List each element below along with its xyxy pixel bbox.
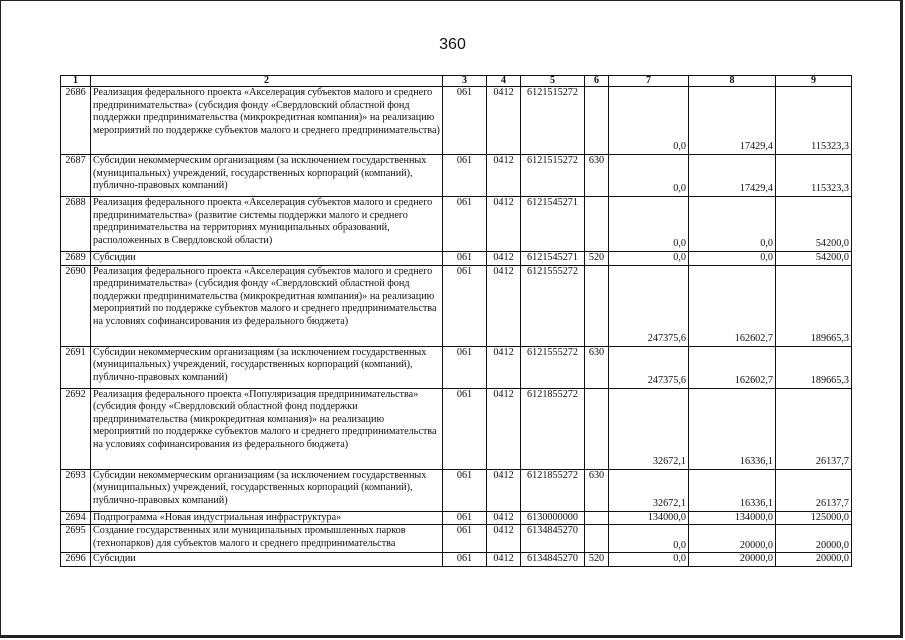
amount-col9: 115323,3 bbox=[776, 155, 852, 197]
amount-col7: 0,0 bbox=[609, 525, 689, 553]
amount-col7: 0,0 bbox=[609, 87, 689, 155]
ministry-code: 061 bbox=[443, 265, 487, 346]
table-row bbox=[61, 346, 852, 388]
target-article-code: 6130000000 bbox=[521, 511, 585, 525]
amount-col8: 17429,4 bbox=[689, 155, 776, 197]
row-number: 2690 bbox=[61, 265, 91, 346]
table-row bbox=[61, 388, 852, 469]
row-description: Субсидии bbox=[91, 553, 443, 567]
row-number: 2689 bbox=[61, 252, 91, 266]
amount-col9: 54200,0 bbox=[776, 197, 852, 252]
section-code: 0412 bbox=[487, 252, 521, 266]
header-cell: 2 bbox=[91, 76, 443, 87]
target-article-code: 6134845270 bbox=[521, 553, 585, 567]
amount-col8: 16336,1 bbox=[689, 469, 776, 511]
row-number: 2694 bbox=[61, 511, 91, 525]
row-description: Реализация федерального проекта «Популяризация предпринимательства» (субсидия фонду «Свердловский областной фонд поддержки предпринимательства (микрокредитная компания)» на реализацию мероприятий по поддержке субъектов малого и среднего предпринимательства на условиях софинансирования из федерального бюджета) bbox=[91, 388, 443, 469]
ministry-code: 061 bbox=[443, 87, 487, 155]
target-article-code: 6121855272 bbox=[521, 388, 585, 469]
header-cell: 9 bbox=[776, 76, 852, 87]
ministry-code: 061 bbox=[443, 197, 487, 252]
row-number: 2693 bbox=[61, 469, 91, 511]
row-number: 2687 bbox=[61, 155, 91, 197]
ministry-code: 061 bbox=[443, 388, 487, 469]
amount-col8: 20000,0 bbox=[689, 553, 776, 567]
amount-col9: 189665,3 bbox=[776, 346, 852, 388]
expense-type-code bbox=[585, 87, 609, 155]
table-row bbox=[61, 511, 852, 525]
row-description: Реализация федерального проекта «Акселерация субъектов малого и среднего предпринимательства» (субсидия фонду «Свердловский областной фонд поддержки предпринимательства (микрокредитная компания)» на реализацию мероприятий по поддержке субъектов малого и среднего предпринимательства на условиях софинансирования из федерального бюджета) bbox=[91, 265, 443, 346]
row-number: 2695 bbox=[61, 525, 91, 553]
table-row bbox=[61, 265, 852, 346]
section-code: 0412 bbox=[487, 265, 521, 346]
header-cell: 3 bbox=[443, 76, 487, 87]
amount-col9: 20000,0 bbox=[776, 525, 852, 553]
header-cell: 7 bbox=[609, 76, 689, 87]
amount-col7: 0,0 bbox=[609, 155, 689, 197]
ministry-code: 061 bbox=[443, 346, 487, 388]
amount-col7: 0,0 bbox=[609, 252, 689, 266]
expense-type-code: 520 bbox=[585, 553, 609, 567]
expense-type-code: 630 bbox=[585, 346, 609, 388]
target-article-code: 6121515272 bbox=[521, 155, 585, 197]
amount-col8: 20000,0 bbox=[689, 525, 776, 553]
table-row bbox=[61, 252, 852, 266]
amount-col8: 16336,1 bbox=[689, 388, 776, 469]
row-number: 2686 bbox=[61, 87, 91, 155]
ministry-code: 061 bbox=[443, 252, 487, 266]
row-description: Реализация федерального проекта «Акселерация субъектов малого и среднего предпринимательства» (субсидия фонду «Свердловский областной фонд поддержки предпринимательства (микрокредитная компания)» на реализацию мероприятий по поддержке субъектов малого и среднего предпринимательства) bbox=[91, 87, 443, 155]
amount-col9: 54200,0 bbox=[776, 252, 852, 266]
section-code: 0412 bbox=[487, 197, 521, 252]
row-description: Субсидии некоммерческим организациям (за исключением государственных (муниципальных) учреждений, государственных корпораций (компаний), публично-правовых компаний) bbox=[91, 469, 443, 511]
expense-type-code bbox=[585, 265, 609, 346]
target-article-code: 6121555272 bbox=[521, 265, 585, 346]
page-number: 360 bbox=[439, 36, 466, 53]
row-description: Создание государственных или муниципальных промышленных парков (технопарков) для субъектов малого и среднего предпринимательства bbox=[91, 525, 443, 553]
target-article-code: 6121515272 bbox=[521, 87, 585, 155]
row-number: 2692 bbox=[61, 388, 91, 469]
amount-col8: 162602,7 bbox=[689, 346, 776, 388]
expense-type-code bbox=[585, 197, 609, 252]
target-article-code: 6121555272 bbox=[521, 346, 585, 388]
section-code: 0412 bbox=[487, 155, 521, 197]
amount-col8: 162602,7 bbox=[689, 265, 776, 346]
section-code: 0412 bbox=[487, 87, 521, 155]
amount-col7: 0,0 bbox=[609, 197, 689, 252]
amount-col7: 247375,6 bbox=[609, 346, 689, 388]
section-code: 0412 bbox=[487, 346, 521, 388]
ministry-code: 061 bbox=[443, 553, 487, 567]
amount-col9: 115323,3 bbox=[776, 87, 852, 155]
row-number: 2696 bbox=[61, 553, 91, 567]
ministry-code: 061 bbox=[443, 511, 487, 525]
ministry-code: 061 bbox=[443, 155, 487, 197]
amount-col9: 26137,7 bbox=[776, 388, 852, 469]
row-number: 2691 bbox=[61, 346, 91, 388]
ministry-code: 061 bbox=[443, 525, 487, 553]
amount-col7: 134000,0 bbox=[609, 511, 689, 525]
table-row bbox=[61, 155, 852, 197]
amount-col7: 0,0 bbox=[609, 553, 689, 567]
expense-type-code bbox=[585, 525, 609, 553]
header-row bbox=[61, 76, 852, 87]
section-code: 0412 bbox=[487, 525, 521, 553]
header-cell: 4 bbox=[487, 76, 521, 87]
target-article-code: 6121855272 bbox=[521, 469, 585, 511]
header-cell: 5 bbox=[521, 76, 585, 87]
amount-col7: 247375,6 bbox=[609, 265, 689, 346]
table-row bbox=[61, 87, 852, 155]
amount-col8: 134000,0 bbox=[689, 511, 776, 525]
section-code: 0412 bbox=[487, 469, 521, 511]
header-cell: 6 bbox=[585, 76, 609, 87]
target-article-code: 6121545271 bbox=[521, 252, 585, 266]
ministry-code: 061 bbox=[443, 469, 487, 511]
table-row bbox=[61, 197, 852, 252]
section-code: 0412 bbox=[487, 388, 521, 469]
section-code: 0412 bbox=[487, 553, 521, 567]
row-description: Реализация федерального проекта «Акселерация субъектов малого и среднего предпринимательства» (развитие системы поддержки малого и среднего предпринимательства на территориях муниципальных образований, расположенных в Свердловской области) bbox=[91, 197, 443, 252]
amount-col9: 26137,7 bbox=[776, 469, 852, 511]
amount-col8: 17429,4 bbox=[689, 87, 776, 155]
budget-table bbox=[60, 75, 852, 567]
amount-col8: 0,0 bbox=[689, 252, 776, 266]
header-cell: 8 bbox=[689, 76, 776, 87]
row-description: Субсидии некоммерческим организациям (за исключением государственных (муниципальных) учреждений, государственных корпораций (компаний), публично-правовых компаний) bbox=[91, 155, 443, 197]
row-description: Субсидии некоммерческим организациям (за исключением государственных (муниципальных) учреждений, государственных корпораций (компаний), публично-правовых компаний) bbox=[91, 346, 443, 388]
amount-col7: 32672,1 bbox=[609, 388, 689, 469]
expense-type-code bbox=[585, 388, 609, 469]
header-cell: 1 bbox=[61, 76, 91, 87]
table-row bbox=[61, 525, 852, 553]
row-description: Подпрограмма «Новая индустриальная инфраструктура» bbox=[91, 511, 443, 525]
row-number: 2688 bbox=[61, 197, 91, 252]
expense-type-code: 520 bbox=[585, 252, 609, 266]
expense-type-code bbox=[585, 511, 609, 525]
amount-col9: 189665,3 bbox=[776, 265, 852, 346]
row-description: Субсидии bbox=[91, 252, 443, 266]
table-row bbox=[61, 469, 852, 511]
expense-type-code: 630 bbox=[585, 155, 609, 197]
expense-type-code: 630 bbox=[585, 469, 609, 511]
target-article-code: 6121545271 bbox=[521, 197, 585, 252]
amount-col7: 32672,1 bbox=[609, 469, 689, 511]
target-article-code: 6134845270 bbox=[521, 525, 585, 553]
table-row bbox=[61, 553, 852, 567]
amount-col9: 20000,0 bbox=[776, 553, 852, 567]
section-code: 0412 bbox=[487, 511, 521, 525]
amount-col9: 125000,0 bbox=[776, 511, 852, 525]
amount-col8: 0,0 bbox=[689, 197, 776, 252]
